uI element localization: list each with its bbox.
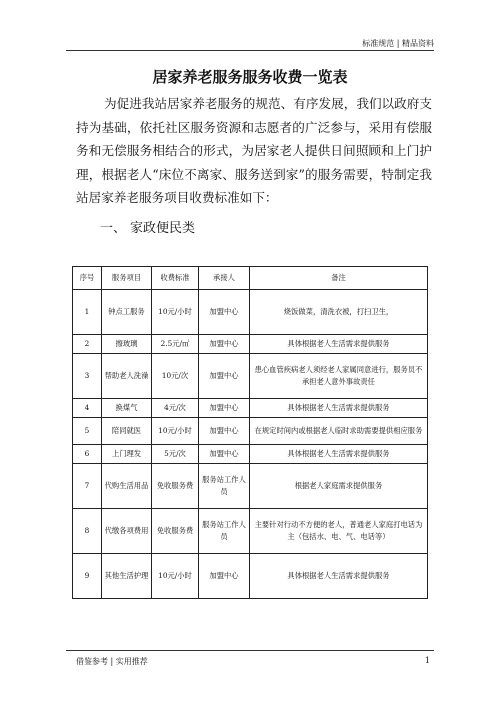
cell-fee: 4元/次 [152, 399, 199, 418]
section-heading [100, 217, 195, 236]
cell-note: 在规定时间内或根据老人临时求助需要提供相应服务 [250, 418, 428, 445]
page-header-text: 标准规范 | 精品资料 [362, 39, 434, 48]
cell-acceptor: 加盟中心 [199, 399, 250, 418]
cell-fee: 免收服务费 [152, 509, 199, 554]
cell-acceptor: 加盟中心 [199, 290, 250, 335]
cell-item: 代购生活用品 [102, 464, 152, 509]
cell-fee: 10元/小时 [152, 418, 199, 445]
table-row [73, 554, 428, 599]
table-row [73, 290, 428, 335]
cell-no: 9 [73, 554, 102, 599]
cell-item: 帮助老人洗澡 [102, 354, 152, 399]
table-row [73, 399, 428, 418]
cell-note: 患心血管疾病老人须经老人家属同意进行，服务员不承担老人意外事故责任 [250, 354, 428, 399]
cell-no: 6 [73, 445, 102, 464]
cell-note: 具体根据老人生活需求提供服务 [250, 335, 428, 354]
cell-fee: 10元/小时 [152, 290, 199, 335]
cell-note: 主要针对行动不方便的老人，普通老人家庭打电话为主（包括水、电、气、电话等） [250, 509, 428, 554]
document-title: 居家养老服务服务收费一览表 [152, 68, 348, 86]
cell-fee: 5元/次 [152, 445, 199, 464]
cell-no: 3 [73, 354, 102, 399]
cell-no: 5 [73, 418, 102, 445]
cell-fee: 2.5元/㎡ [152, 335, 199, 354]
page-footer-text: 借鉴参考 | 实用推荐 [76, 657, 148, 666]
cell-no: 8 [73, 509, 102, 554]
header-rule [66, 50, 434, 51]
section-title: 家政便民类 [130, 221, 196, 236]
cell-note: 根据老人家庭需求提供服务 [250, 464, 428, 509]
page-number: 1 [424, 656, 430, 665]
cell-acceptor: 服务站工作人员 [199, 464, 250, 509]
cell-item: 擦玻璃 [102, 335, 152, 354]
fee-table [72, 266, 428, 599]
cell-fee: 免收服务费 [152, 464, 199, 509]
cell-item: 钟点工服务 [102, 290, 152, 335]
intro-paragraph: 为促进我站居家养老服务的规范、有序发展，我们以政府支持为基础，依托社区服务资源和志愿者的广泛参与，采用有偿服务和无偿服务相结合的形式，为居家老人提供日间照顾和上门护理，根据老人“床位不离家、服务送到家”的服务需要，特制定我站居家养老服务项目收费标准如下： [76, 96, 432, 205]
col-header-note: 备注 [250, 267, 428, 290]
col-header-acceptor: 承接人 [199, 267, 250, 290]
cell-acceptor: 加盟中心 [199, 335, 250, 354]
section-number: 一、 [100, 221, 127, 236]
cell-no: 1 [73, 290, 102, 335]
footer-rule [66, 650, 434, 651]
cell-note: 具体根据老人生活需求提供服务 [250, 554, 428, 599]
cell-item: 上门理发 [102, 445, 152, 464]
cell-acceptor: 服务站工作人员 [199, 509, 250, 554]
col-header-fee: 收费标准 [152, 267, 199, 290]
cell-note: 具体根据老人生活需求提供服务 [250, 445, 428, 464]
cell-no: 7 [73, 464, 102, 509]
col-header-item: 服务项目 [102, 267, 152, 290]
cell-fee: 10元/次 [152, 354, 199, 399]
table-header-row [73, 267, 428, 290]
cell-acceptor: 加盟中心 [199, 418, 250, 445]
col-header-no: 序号 [73, 267, 102, 290]
cell-no: 2 [73, 335, 102, 354]
table-row [73, 335, 428, 354]
cell-fee: 10元/小时 [152, 554, 199, 599]
cell-item: 陪同就医 [102, 418, 152, 445]
table-row [73, 509, 428, 554]
table-row [73, 354, 428, 399]
cell-acceptor: 加盟中心 [199, 554, 250, 599]
table-row [73, 464, 428, 509]
cell-item: 换煤气 [102, 399, 152, 418]
cell-note: 具体根据老人生活需求提供服务 [250, 399, 428, 418]
table-row [73, 445, 428, 464]
cell-note: 烧饭做菜，清洗衣被，打扫卫生， [250, 290, 428, 335]
table-row [73, 418, 428, 445]
cell-acceptor: 加盟中心 [199, 445, 250, 464]
cell-no: 4 [73, 399, 102, 418]
cell-item: 代缴各项费用 [102, 509, 152, 554]
cell-item: 其他生活护理 [102, 554, 152, 599]
cell-acceptor: 加盟中心 [199, 354, 250, 399]
